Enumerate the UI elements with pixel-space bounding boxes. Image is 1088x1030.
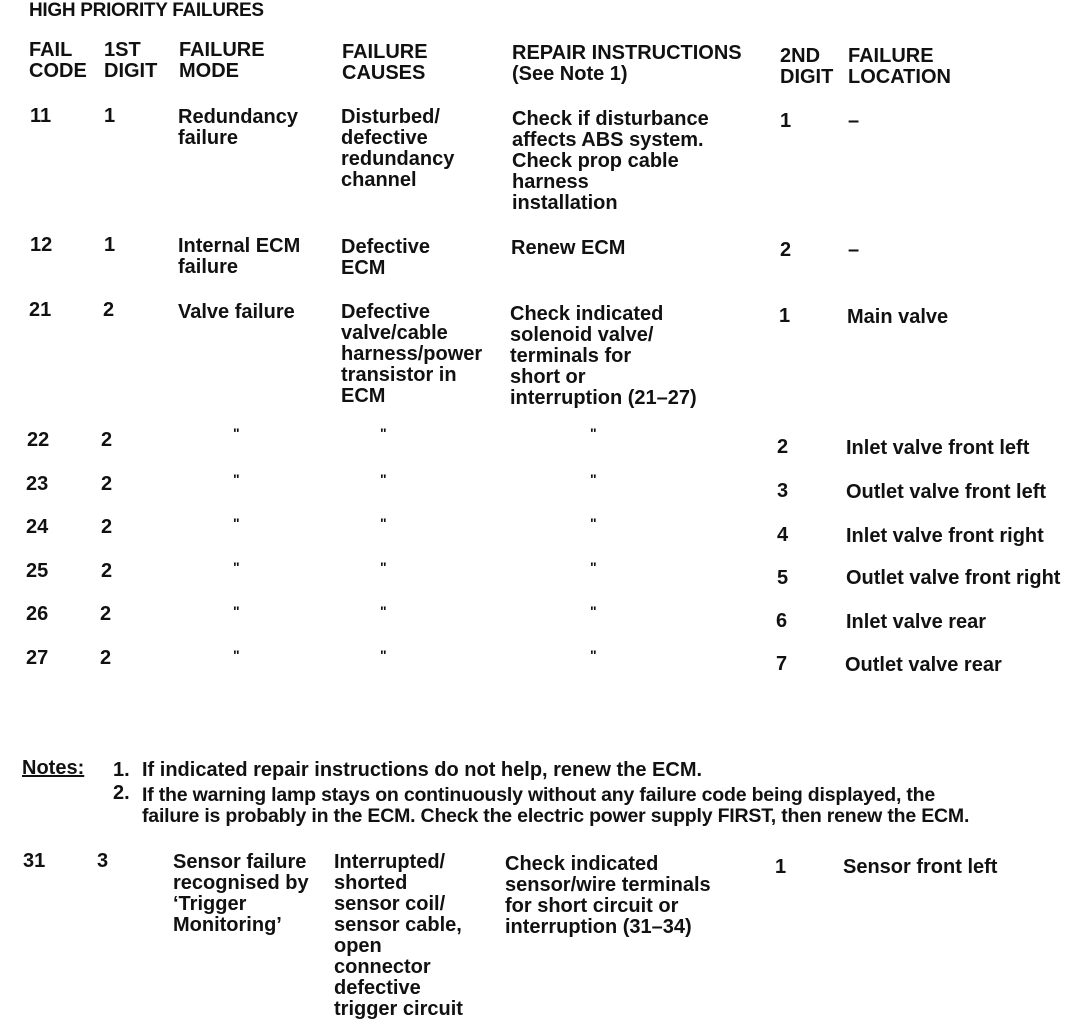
row-11-repair: Check if disturbance affects ABS system. Check prop cable harness installation xyxy=(512,108,709,214)
row-11-first-digit: 1 xyxy=(104,105,116,127)
row-11-failure-causes: Disturbed/ defective redundancy channel xyxy=(341,106,455,191)
row-27-location: Outlet valve rear xyxy=(845,654,1002,676)
row-31-failure-mode: Sensor failure recognised by ‘Trigger Monitoring’ xyxy=(173,851,309,936)
row-12-code: 12 xyxy=(30,234,53,256)
row-31-code: 31 xyxy=(23,850,46,872)
row-27-repair-ditto: " xyxy=(590,647,597,663)
row-24-code: 24 xyxy=(26,516,49,538)
row-24-mode-ditto: " xyxy=(233,515,240,531)
header-failure-causes: FAILURE CAUSES xyxy=(342,41,428,84)
row-24-location: Inlet valve front right xyxy=(846,525,1044,547)
row-22-causes-ditto: " xyxy=(380,425,387,441)
note-1-number: 1. xyxy=(113,759,130,781)
row-21-failure-causes: Defective valve/cable harness/power transistor in ECM xyxy=(341,301,483,407)
row-23-mode-ditto: " xyxy=(233,471,240,487)
row-12-location: – xyxy=(848,239,860,261)
row-21-repair: Check indicated solenoid valve/ terminals for short or interruption (21–27) xyxy=(510,303,697,409)
row-25-code: 25 xyxy=(26,560,49,582)
row-21-failure-mode: Valve failure xyxy=(178,301,295,323)
row-12-failure-mode: Internal ECM failure xyxy=(178,235,301,278)
row-27-second-digit: 7 xyxy=(776,653,788,675)
row-21-second-digit: 1 xyxy=(779,305,791,327)
row-27-mode-ditto: " xyxy=(233,647,240,663)
row-22-repair-ditto: " xyxy=(590,425,597,441)
row-26-second-digit: 6 xyxy=(776,610,788,632)
row-25-causes-ditto: " xyxy=(380,559,387,575)
row-31-second-digit: 1 xyxy=(775,856,787,878)
header-failure-location: FAILURE LOCATION xyxy=(848,45,951,88)
page-title: HIGH PRIORITY FAILURES xyxy=(29,0,264,21)
row-22-mode-ditto: " xyxy=(233,425,240,441)
row-21-location: Main valve xyxy=(847,306,949,328)
row-26-mode-ditto: " xyxy=(233,603,240,619)
row-11-code: 11 xyxy=(30,105,52,127)
row-25-first-digit: 2 xyxy=(101,560,113,582)
row-12-first-digit: 1 xyxy=(104,234,116,256)
row-23-causes-ditto: " xyxy=(380,471,387,487)
row-21-first-digit: 2 xyxy=(103,299,115,321)
header-first-digit: 1ST DIGIT xyxy=(104,39,158,82)
row-26-repair-ditto: " xyxy=(590,603,597,619)
row-24-first-digit: 2 xyxy=(101,516,113,538)
row-31-location: Sensor front left xyxy=(843,856,998,878)
row-25-second-digit: 5 xyxy=(777,567,789,589)
row-11-failure-mode: Redundancy failure xyxy=(178,106,299,149)
row-24-second-digit: 4 xyxy=(777,524,789,546)
row-25-mode-ditto: " xyxy=(233,559,240,575)
row-26-first-digit: 2 xyxy=(100,603,112,625)
row-26-causes-ditto: " xyxy=(380,603,387,619)
header-second-digit: 2ND DIGIT xyxy=(780,45,834,88)
row-23-location: Outlet valve front left xyxy=(846,481,1047,503)
row-25-location: Outlet valve front right xyxy=(846,567,1061,589)
note-2-number: 2. xyxy=(113,782,130,804)
row-21-code: 21 xyxy=(29,299,52,321)
note-1-text: If indicated repair instructions do not help, renew the ECM. xyxy=(142,759,703,781)
row-22-second-digit: 2 xyxy=(777,436,789,458)
header-fail-code: FAIL CODE xyxy=(29,39,87,82)
row-24-repair-ditto: " xyxy=(590,515,597,531)
row-23-first-digit: 2 xyxy=(101,473,113,495)
row-27-causes-ditto: " xyxy=(380,647,387,663)
row-23-repair-ditto: " xyxy=(590,471,597,487)
row-27-code: 27 xyxy=(26,647,49,669)
note-2-text: If the warning lamp stays on continuously without any failure code being displayed, the failure is probably in the ECM. Check the electric power supply FIRST, then renew the ECM. xyxy=(142,784,970,827)
row-26-code: 26 xyxy=(26,603,49,625)
header-failure-mode: FAILURE MODE xyxy=(179,39,265,82)
row-12-failure-causes: Defective ECM xyxy=(341,236,430,279)
row-22-code: 22 xyxy=(27,429,50,451)
row-23-second-digit: 3 xyxy=(777,480,789,502)
notes-label: Notes: xyxy=(22,757,85,779)
row-12-repair: Renew ECM xyxy=(511,237,626,259)
row-26-location: Inlet valve rear xyxy=(846,611,987,633)
row-11-second-digit: 1 xyxy=(780,110,792,132)
row-11-location: – xyxy=(848,110,860,132)
row-12-second-digit: 2 xyxy=(780,239,792,261)
row-31-repair: Check indicated sensor/wire terminals for short circuit or interruption (31–34) xyxy=(505,853,711,938)
row-22-first-digit: 2 xyxy=(101,429,113,451)
row-25-repair-ditto: " xyxy=(590,559,597,575)
row-23-code: 23 xyxy=(26,473,49,495)
row-31-first-digit: 3 xyxy=(97,850,109,872)
row-27-first-digit: 2 xyxy=(100,647,112,669)
row-31-failure-causes: Interrupted/ shorted sensor coil/ sensor cable, open connector defective trigger circuit xyxy=(334,851,463,1020)
row-24-causes-ditto: " xyxy=(380,515,387,531)
header-repair-instructions: REPAIR INSTRUCTIONS (See Note 1) xyxy=(512,42,742,85)
row-22-location: Inlet valve front left xyxy=(846,437,1030,459)
